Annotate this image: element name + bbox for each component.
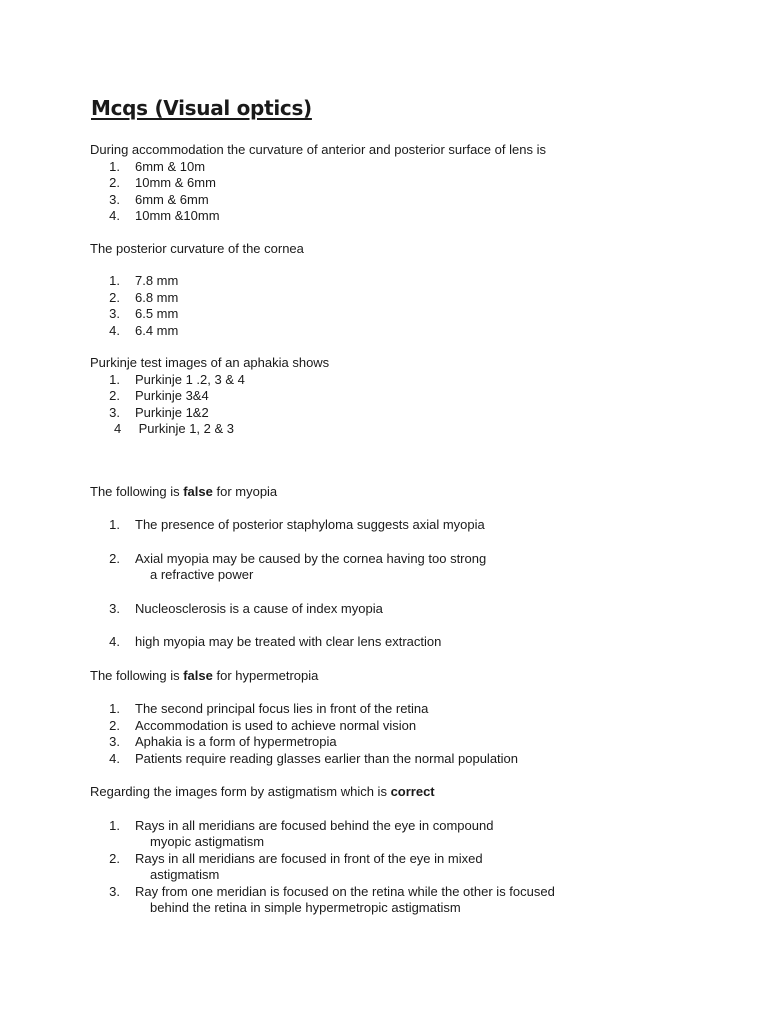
option-text: high myopia may be treated with clear lens extraction — [135, 634, 442, 649]
option-item — [90, 421, 710, 438]
option-text: 6.8 mm — [135, 289, 179, 305]
question-stem: Purkinje test images of an aphakia shows — [90, 355, 330, 370]
option-text: Rays in all meridians are focused in front of the eye in mixed — [135, 850, 483, 866]
option-text-continued: behind the retina in simple hypermetropic astigmatism — [150, 900, 461, 915]
option-number: 4 — [114, 421, 122, 436]
option-item — [90, 634, 710, 651]
option-text: 6mm & 6mm — [135, 191, 209, 207]
option-text: Purkinje 3&4 — [135, 388, 209, 403]
option-item — [90, 192, 710, 209]
option-number: 1. — [109, 273, 120, 288]
option-list — [90, 818, 710, 917]
page-title: Mcqs (Visual optics) — [91, 96, 312, 120]
option-text: Ray from one meridian is focused on the retina while the other is focused — [135, 883, 555, 899]
option-text: The presence of posterior staphyloma suggests axial myopia — [135, 517, 485, 532]
option-text: The second principal focus lies in front of the retina — [135, 701, 429, 716]
option-number: 4. — [109, 208, 120, 223]
option-number: 1. — [109, 517, 120, 532]
option-text: 6.5 mm — [135, 306, 179, 321]
option-number: 2. — [109, 289, 120, 305]
option-item — [90, 884, 710, 917]
option-text: Accommodation is used to achieve normal vision — [135, 717, 417, 733]
option-text: Purkinje 1 .2, 3 & 4 — [135, 371, 245, 387]
option-item — [90, 323, 710, 340]
option-number: 2. — [109, 175, 120, 190]
option-item — [90, 851, 710, 884]
option-text: Patients require reading glasses earlier than the normal population — [135, 750, 519, 766]
option-item — [90, 517, 710, 534]
option-number: 1. — [109, 817, 120, 833]
question-1 — [90, 142, 710, 225]
option-number: 4. — [109, 322, 120, 338]
option-list — [90, 701, 710, 767]
option-item — [90, 273, 710, 290]
option-number: 3. — [109, 883, 120, 899]
question-6 — [90, 784, 710, 917]
option-item — [90, 818, 710, 851]
option-number: 3. — [109, 404, 120, 420]
option-item — [90, 718, 710, 735]
option-number: 1. — [109, 371, 120, 387]
option-item — [90, 601, 710, 618]
option-item — [90, 208, 710, 225]
option-item — [90, 306, 710, 323]
option-list — [90, 372, 710, 438]
option-number: 3. — [109, 191, 120, 207]
option-list — [90, 159, 710, 225]
question-4 — [90, 484, 710, 651]
option-number: 2. — [109, 850, 120, 866]
option-text: Rays in all meridians are focused behind the eye in compound — [135, 817, 494, 833]
option-number: 4. — [109, 634, 120, 649]
emphasis-word: false — [183, 483, 213, 499]
option-item — [90, 388, 710, 405]
option-text: 7.8 mm — [135, 273, 179, 288]
document-page — [90, 96, 710, 917]
option-number: 4. — [109, 750, 120, 766]
option-item — [90, 701, 710, 718]
question-stem: The following is false for myopia — [90, 483, 278, 499]
option-item — [90, 751, 710, 768]
option-text: Purkinje 1&2 — [135, 404, 209, 420]
option-text: Axial myopia may be caused by the cornea having too strong — [135, 550, 487, 566]
option-text-continued: astigmatism — [150, 867, 220, 882]
option-item — [90, 405, 710, 422]
emphasis-word: false — [183, 667, 213, 683]
option-text: Aphakia is a form of hypermetropia — [135, 734, 337, 749]
option-item — [90, 734, 710, 751]
option-text-continued: a refractive power — [150, 567, 254, 582]
option-number: 1. — [109, 158, 120, 174]
option-number: 2. — [109, 388, 120, 403]
option-list — [90, 273, 710, 339]
option-number: 2. — [109, 550, 120, 566]
question-3 — [90, 355, 710, 438]
emphasis-word: correct — [390, 784, 435, 799]
option-text: 6mm & 10m — [135, 158, 206, 174]
question-2 — [90, 241, 710, 340]
option-number: 1. — [109, 701, 120, 716]
option-text: Purkinje 1, 2 & 3 — [135, 421, 234, 436]
option-item — [90, 175, 710, 192]
option-text-continued: myopic astigmatism — [150, 834, 265, 849]
option-number: 3. — [109, 734, 120, 749]
option-number: 3. — [109, 306, 120, 321]
option-text: 6.4 mm — [135, 322, 179, 338]
option-text: 10mm & 6mm — [135, 175, 216, 190]
question-stem: The following is false for hypermetropia — [90, 667, 319, 683]
option-list — [90, 517, 710, 651]
option-text: 10mm &10mm — [135, 208, 220, 223]
option-text: Nucleosclerosis is a cause of index myopia — [135, 600, 383, 616]
option-number: 3. — [109, 600, 120, 616]
question-stem: The posterior curvature of the cornea — [90, 240, 304, 256]
option-item — [90, 372, 710, 389]
option-item — [90, 290, 710, 307]
question-stem: Regarding the images form by astigmatism which is correct — [90, 784, 435, 799]
option-item — [90, 159, 710, 176]
question-stem: During accommodation the curvature of anterior and posterior surface of lens is — [90, 142, 546, 157]
question-5 — [90, 668, 710, 768]
option-item — [90, 551, 710, 584]
option-number: 2. — [109, 717, 120, 733]
